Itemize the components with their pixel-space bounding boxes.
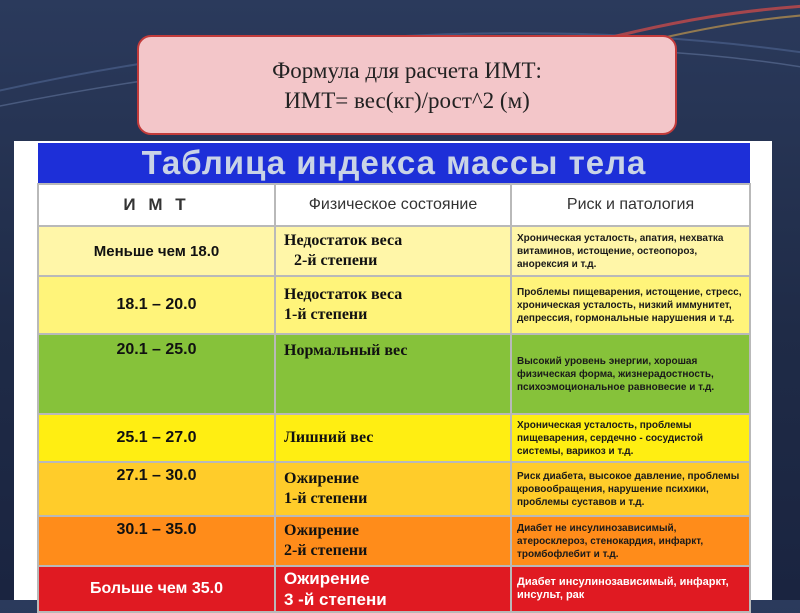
state-line: 3 -й степени (284, 590, 387, 609)
physical-state (275, 566, 511, 612)
state-line: Недостаток веса (284, 286, 403, 303)
physical-state (275, 334, 511, 414)
risk-text: Высокий уровень энергии, хорошая физическая форма, жизнерадостность, психоэмоциональное равновесие и т.д. (511, 334, 750, 414)
table-row (38, 334, 750, 414)
state-line: 2-й степени (294, 252, 378, 269)
table-row (38, 226, 750, 276)
physical-state (275, 226, 511, 276)
header-physical-state: Физическое состояние (275, 184, 511, 226)
state-line: 1-й степени (284, 490, 368, 507)
bmi-range: 27.1 – 30.0 (38, 462, 275, 516)
formula-line-1: Формула для расчета ИМТ: (272, 58, 542, 83)
table-row (38, 566, 750, 612)
bmi-range: 30.1 – 35.0 (38, 516, 275, 566)
state-line: Нормальный вес (284, 342, 408, 359)
table-title: Таблица индекса массы тела (38, 143, 750, 184)
physical-state (275, 414, 511, 462)
physical-state (275, 516, 511, 566)
header-risk: Риск и патология (511, 184, 750, 226)
risk-text: Диабет не инсулинозависимый, атеросклероз, стенокардия, инфаркт, тромбофлебит и т.д. (511, 516, 750, 566)
header-bmi: И М Т (38, 184, 275, 226)
table-row (38, 462, 750, 516)
risk-text: Диабет инсулинозависимый, инфаркт, инсульт, рак (511, 566, 750, 612)
state-line: Ожирение (284, 470, 359, 487)
state-line: 1-й степени (284, 306, 368, 323)
bmi-range: 20.1 – 25.0 (38, 334, 275, 414)
bmi-table (37, 143, 751, 613)
physical-state (275, 462, 511, 516)
bmi-range: Меньше чем 18.0 (38, 226, 275, 276)
bmi-range: 18.1 – 20.0 (38, 276, 275, 334)
table-row (38, 276, 750, 334)
table-row (38, 414, 750, 462)
state-line: 2-й степени (284, 542, 368, 559)
state-line: Ожирение (284, 569, 370, 588)
state-line: Лишний вес (284, 429, 374, 446)
formula-box (137, 35, 677, 135)
risk-text: Хроническая усталость, апатия, нехватка витаминов, истощение, остеопороз, анорексия и т.д. (511, 226, 750, 276)
physical-state (275, 276, 511, 334)
state-line: Недостаток веса (284, 232, 403, 249)
bmi-range: 25.1 – 27.0 (38, 414, 275, 462)
risk-text: Хроническая усталость, проблемы пищеварения, сердечно - сосудистой системы, варикоз и т.д. (511, 414, 750, 462)
state-line: Ожирение (284, 522, 359, 539)
risk-text: Риск диабета, высокое давление, проблемы кровообращения, нарушение психики, проблемы суставов и т.д. (511, 462, 750, 516)
formula-line-2: ИМТ= вес(кг)/рост^2 (м) (284, 88, 530, 113)
table-row (38, 516, 750, 566)
risk-text: Проблемы пищеварения, истощение, стресс, хроническая усталость, низкий иммунитет, депрессия, гормональные нарушения и т.д. (511, 276, 750, 334)
bmi-range: Больше чем 35.0 (38, 566, 275, 612)
